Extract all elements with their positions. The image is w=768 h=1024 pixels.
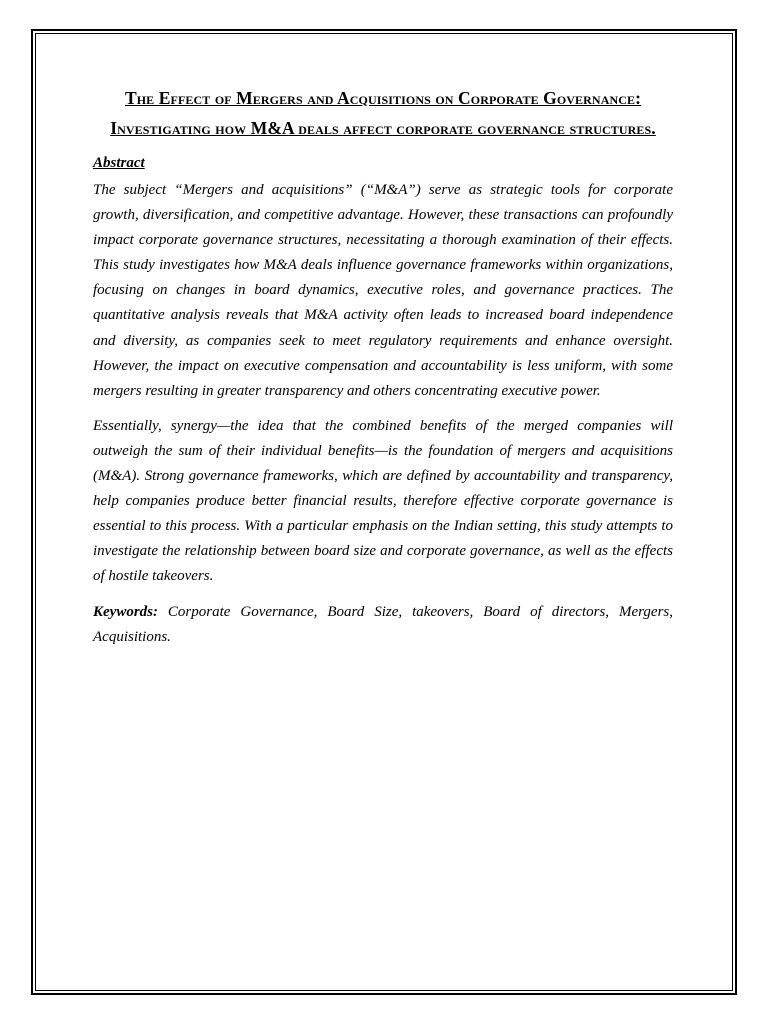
abstract-heading: Abstract [93, 155, 145, 171]
keywords-paragraph [93, 600, 673, 650]
abstract-paragraph-1: The subject “Mergers and acquisitions” (“M&A”) serve as strategic tools for corporate growth, diversification, and competitive advantage. However, these transactions can profoundly impact corporate governance structures, necessitating a thorough examination of their effects. This study investigates how M&A deals influence governance frameworks within organizations, focusing on changes in board dynamics, executive roles, and governance practices. The quantitative analysis reveals that M&A activity often leads to increased board independence and diversity, as companies seek to meet regulatory requirements and enhance oversight. However, the impact on executive compensation and accountability is less uniform, with some mergers resulting in greater transparency and others concentrating executive power. [93, 182, 673, 399]
abstract-paragraph-2: Essentially, synergy—the idea that the combined benefits of the merged companies will outweigh the sum of their individual benefits—is the foundation of mergers and acquisitions (M&A). Strong governance frameworks, which are defined by accountability and transparency, help companies produce better financial results, therefore effective corporate governance is essential to this process. With a particular emphasis on the Indian setting, this study attempts to investigate the relationship between board size and corporate governance, as well as the effects of hostile takeovers. [93, 417, 673, 585]
keywords-label: Keywords: [93, 603, 158, 620]
document-body [93, 84, 673, 660]
document-title: The Effect of Mergers and Acquisitions on Corporate Governance: Investigating how M&A deals affect corporate governance structures. [110, 88, 656, 138]
keywords-text: Corporate Governance, Board Size, takeovers, Board of directors, Mergers, Acquisitions. [93, 603, 673, 645]
